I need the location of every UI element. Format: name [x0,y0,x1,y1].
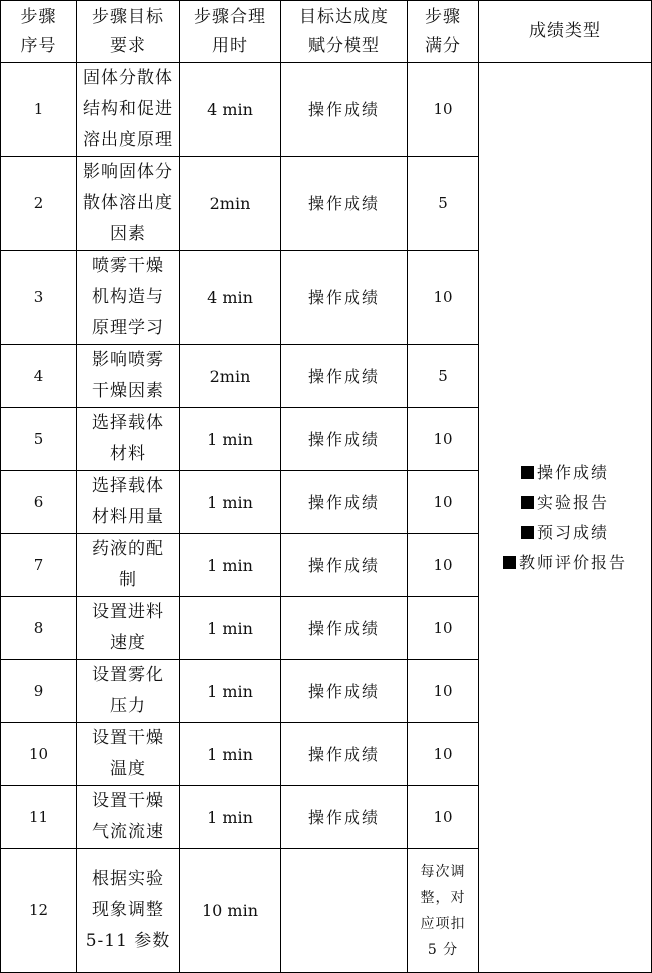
header-goal-line1: 步骤目标 [92,6,164,27]
step-goal [77,597,180,660]
grade-types-cell [479,63,652,973]
filled-square-icon [521,496,534,509]
step-score: 10 [408,251,479,345]
step-score-note [408,849,479,973]
step-score: 5 [408,157,479,251]
step-model: 操作成绩 [281,786,408,849]
step-no: 2 [1,157,77,251]
header-model-line1: 目标达成度 [299,6,389,27]
header-time [180,1,281,63]
step-no: 1 [1,63,77,157]
header-goal-line2: 要求 [110,35,146,56]
goal-line: 材料用量 [92,507,164,527]
step-model: 操作成绩 [281,251,408,345]
goal-line: 溶出度原理 [83,130,173,150]
grade-type-label: 实验报告 [536,492,609,512]
header-score [408,1,479,63]
goal-line: 因素 [110,224,146,244]
step-model: 操作成绩 [281,345,408,408]
step-goal [77,345,180,408]
header-step-no-line2: 序号 [20,35,57,56]
step-time: 1 min [180,660,281,723]
step-score: 10 [408,786,479,849]
step-no: 9 [1,660,77,723]
goal-line: 制 [119,570,137,590]
step-goal [77,660,180,723]
goal-line: 设置进料 [92,602,164,622]
header-score-line1: 步骤 [425,6,461,27]
goal-line: 固体分散体 [83,68,173,88]
goal-line: 影响喷雾 [92,350,164,370]
step-score: 10 [408,471,479,534]
step-score: 10 [408,63,479,157]
table-row [1,63,652,157]
goal-line: 原理学习 [92,318,164,338]
step-score: 10 [408,597,479,660]
header-time-line1: 步骤合理 [194,6,266,27]
step-time: 4 min [180,63,281,157]
goal-line: 材料 [110,444,146,464]
goal-line: 设置雾化 [92,665,164,685]
step-no: 3 [1,251,77,345]
grade-type-label: 操作成绩 [536,462,609,482]
step-goal [77,157,180,251]
step-time: 10 min [180,849,281,973]
grade-type-label: 教师评价报告 [518,552,627,572]
step-time: 1 min [180,597,281,660]
step-score: 10 [408,534,479,597]
goal-line: 影响固体分 [83,162,173,182]
filled-square-icon [503,556,516,569]
header-model-line2: 赋分模型 [308,35,380,56]
goal-line: 温度 [110,759,146,779]
filled-square-icon [521,526,534,539]
step-goal [77,849,180,973]
goal-line: 喷雾干燥 [92,256,164,276]
goal-line: 5-11 参数 [85,931,171,951]
step-time: 2min [180,345,281,408]
step-time: 1 min [180,723,281,786]
goal-line: 压力 [110,696,146,716]
step-goal [77,723,180,786]
step-goal [77,786,180,849]
filled-square-icon [521,466,534,479]
header-row [1,1,652,63]
grade-type-item [479,518,651,548]
score-note-line: 应项扣 [420,915,466,932]
step-score: 10 [408,408,479,471]
step-model [281,849,408,973]
step-model: 操作成绩 [281,408,408,471]
goal-line: 散体溶出度 [83,193,173,213]
header-model [281,1,408,63]
goal-line: 现象调整 [92,900,164,920]
goal-line: 气流流速 [92,822,164,842]
grade-type-item [479,458,651,488]
step-model: 操作成绩 [281,534,408,597]
step-no: 10 [1,723,77,786]
step-time: 2min [180,157,281,251]
step-model: 操作成绩 [281,157,408,251]
step-no: 12 [1,849,77,973]
goal-line: 干燥因素 [92,381,164,401]
step-no: 4 [1,345,77,408]
header-step-no [1,1,77,63]
step-score: 10 [408,660,479,723]
goal-line: 选择载体 [92,413,164,433]
step-model: 操作成绩 [281,660,408,723]
step-goal [77,534,180,597]
step-goal [77,471,180,534]
step-model: 操作成绩 [281,723,408,786]
goal-line: 结构和促进 [83,99,173,119]
goal-line: 选择载体 [92,476,164,496]
goal-line: 根据实验 [92,869,164,889]
step-no: 11 [1,786,77,849]
step-time: 4 min [180,251,281,345]
score-note-line: 5 分 [427,941,459,958]
step-time: 1 min [180,408,281,471]
grade-type-label: 预习成绩 [536,522,609,542]
step-no: 5 [1,408,77,471]
goal-line: 速度 [110,633,146,653]
score-note-line: 整，对 [420,889,466,906]
step-time: 1 min [180,534,281,597]
goal-line: 设置干燥 [92,791,164,811]
step-goal [77,408,180,471]
step-model: 操作成绩 [281,471,408,534]
score-note-line: 每次调 [420,863,466,880]
grade-type-item [479,488,651,518]
grade-type-item [479,548,651,578]
header-time-line2: 用时 [212,35,248,56]
goal-line: 药液的配 [92,539,164,559]
header-goal [77,1,180,63]
step-model: 操作成绩 [281,597,408,660]
step-goal [77,251,180,345]
step-score: 10 [408,723,479,786]
header-type: 成绩类型 [479,1,652,63]
goal-line: 机构造与 [92,287,164,307]
step-model: 操作成绩 [281,63,408,157]
step-time: 1 min [180,786,281,849]
header-score-line2: 满分 [425,35,461,56]
step-no: 7 [1,534,77,597]
step-score: 5 [408,345,479,408]
step-goal [77,63,180,157]
step-no: 8 [1,597,77,660]
step-time: 1 min [180,471,281,534]
step-no: 6 [1,471,77,534]
goal-line: 设置干燥 [92,728,164,748]
header-step-no-line1: 步骤 [20,6,57,27]
